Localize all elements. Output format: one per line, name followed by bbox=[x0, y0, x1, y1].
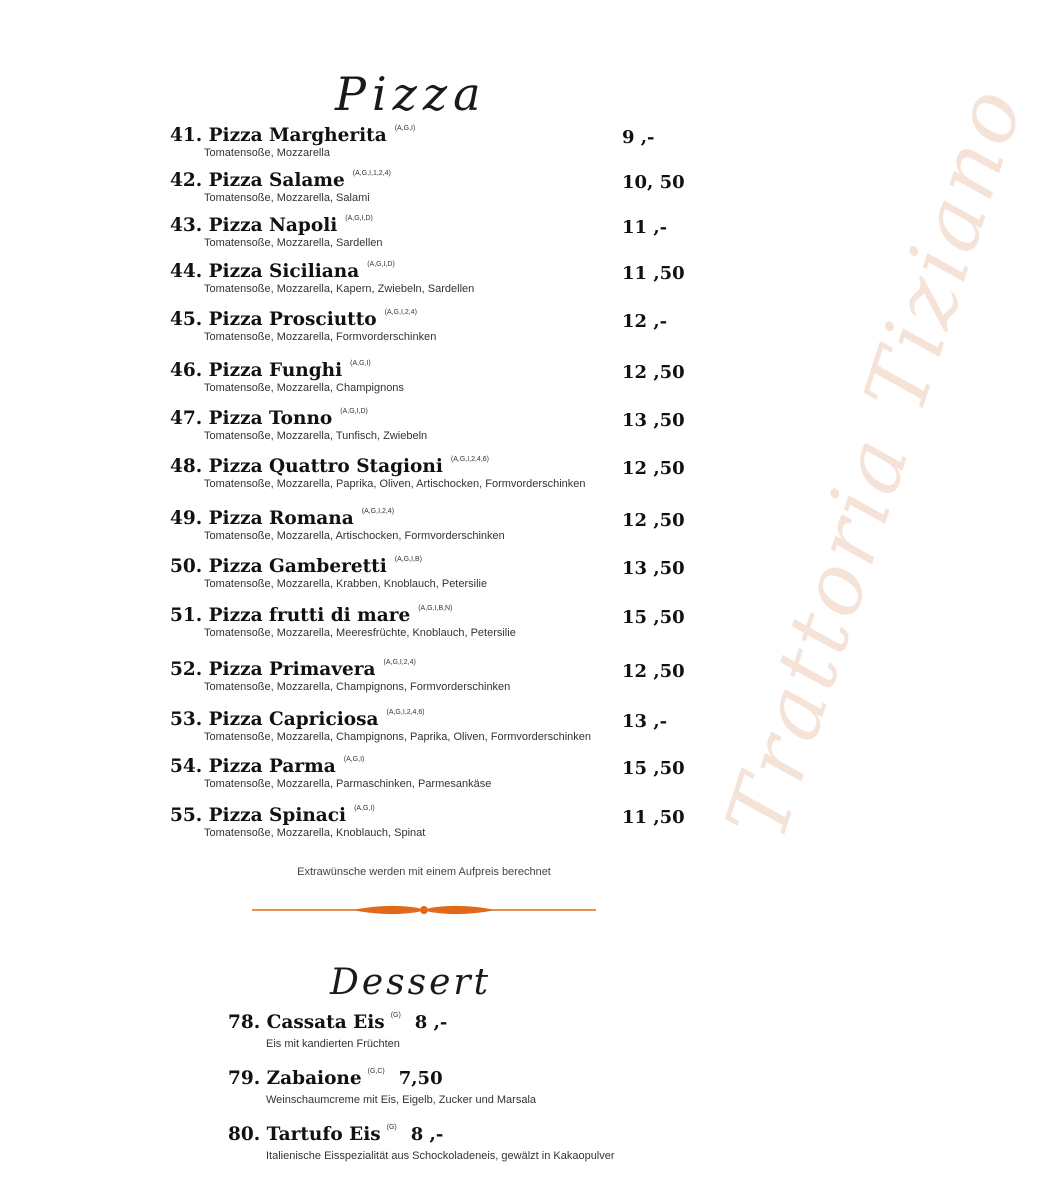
pizza-item-name bbox=[170, 756, 364, 777]
pizza-item bbox=[0, 556, 848, 602]
pizza-item-description: Tomatensoße, Mozzarella, Salami bbox=[204, 192, 370, 204]
pizza-item-description: Tomatensoße, Mozzarella, Kapern, Zwiebeln, Sardellen bbox=[204, 283, 475, 295]
dessert-item-number: 79. bbox=[228, 1068, 261, 1089]
allergen-codes: (A,G,I,D) bbox=[367, 261, 395, 268]
pizza-item-name bbox=[170, 659, 416, 680]
pizza-item bbox=[0, 605, 848, 651]
pizza-item-title: Pizza Spinaci bbox=[208, 805, 347, 826]
pizza-item-number: 44. bbox=[170, 261, 203, 282]
pizza-item-name bbox=[170, 456, 489, 477]
pizza-item-price: 15 ,50 bbox=[622, 607, 685, 628]
pizza-item-title: Pizza Siciliana bbox=[208, 261, 360, 282]
dessert-item-price: 7,50 bbox=[398, 1068, 443, 1089]
pizza-item-number: 51. bbox=[170, 605, 203, 626]
allergen-codes: (A,G,I,2,4) bbox=[383, 659, 416, 666]
pizza-item-number: 53. bbox=[170, 709, 203, 730]
dessert-item-name bbox=[228, 1012, 447, 1033]
allergen-codes: (A,G,I) bbox=[394, 125, 416, 132]
allergen-codes: (G,C) bbox=[367, 1068, 385, 1075]
pizza-item bbox=[0, 408, 848, 454]
pizza-item-description: Tomatensoße, Mozzarella, Krabben, Knoblauch, Petersilie bbox=[204, 578, 488, 590]
pizza-item-name bbox=[170, 605, 452, 626]
pizza-item-price: 11 ,50 bbox=[622, 807, 685, 828]
pizza-item-name bbox=[170, 170, 391, 191]
pizza-item bbox=[0, 805, 848, 851]
pizza-item-description: Tomatensoße, Mozzarella bbox=[204, 147, 330, 159]
pizza-item-title: Pizza Funghi bbox=[208, 360, 343, 381]
pizza-item bbox=[0, 709, 848, 755]
dessert-item-number: 80. bbox=[228, 1124, 261, 1145]
allergen-codes: (A,G,I) bbox=[354, 805, 375, 812]
pizza-item-title: Pizza Salame bbox=[208, 170, 345, 191]
dessert-item-description: Italienische Eisspezialität aus Schockoladeneis, gewälzt in Kakaopulver bbox=[266, 1150, 615, 1162]
pizza-item-description: Tomatensoße, Mozzarella, Meeresfrüchte, Knoblauch, Petersilie bbox=[204, 627, 516, 639]
extras-note: Extrawünsche werden mit einem Aufpreis berechnet bbox=[297, 866, 551, 878]
pizza-item-name bbox=[170, 408, 368, 429]
allergen-codes: (G) bbox=[390, 1012, 401, 1019]
dessert-item-price: 8 ,- bbox=[410, 1124, 444, 1145]
pizza-item-description: Tomatensoße, Mozzarella, Champignons bbox=[204, 382, 404, 394]
pizza-item-price: 12 ,- bbox=[622, 311, 668, 332]
pizza-item-number: 47. bbox=[170, 408, 203, 429]
pizza-item-title: Pizza Margherita bbox=[208, 125, 387, 146]
allergen-codes: (A,G,I,D) bbox=[340, 408, 368, 415]
pizza-item-number: 48. bbox=[170, 456, 203, 477]
dessert-item-price: 8 ,- bbox=[414, 1012, 448, 1033]
pizza-item-name bbox=[170, 805, 375, 826]
pizza-item-number: 43. bbox=[170, 215, 203, 236]
pizza-item-price: 9 ,- bbox=[622, 127, 655, 148]
allergen-codes: (A,G,I,2,4) bbox=[384, 309, 417, 316]
pizza-item-number: 41. bbox=[170, 125, 203, 146]
allergen-codes: (A,G,I,B) bbox=[394, 556, 422, 563]
pizza-item-title: Pizza Quattro Stagioni bbox=[208, 456, 443, 477]
allergen-codes: (A,G,I,2,4) bbox=[361, 508, 395, 515]
ornamental-divider bbox=[252, 900, 596, 920]
pizza-item bbox=[0, 215, 848, 261]
pizza-item-description: Tomatensoße, Mozzarella, Formvorderschinken bbox=[204, 331, 437, 343]
pizza-item-name bbox=[170, 508, 394, 529]
dessert-item-title: Zabaione bbox=[266, 1068, 362, 1089]
pizza-item bbox=[0, 456, 848, 502]
pizza-item-title: Pizza Romana bbox=[208, 508, 354, 529]
pizza-item-price: 12 ,50 bbox=[622, 510, 685, 531]
allergen-codes: (A,G,I,D) bbox=[345, 215, 373, 222]
pizza-item-number: 55. bbox=[170, 805, 203, 826]
pizza-item bbox=[0, 508, 848, 554]
pizza-item-number: 50. bbox=[170, 556, 203, 577]
allergen-codes: (G) bbox=[386, 1124, 397, 1131]
pizza-item-name bbox=[170, 360, 371, 381]
pizza-item-description: Tomatensoße, Mozzarella, Champignons, Formvorderschinken bbox=[204, 681, 511, 693]
pizza-item-price: 13 ,- bbox=[622, 711, 668, 732]
pizza-item-number: 42. bbox=[170, 170, 203, 191]
pizza-item-name bbox=[170, 309, 417, 330]
pizza-item-price: 15 ,50 bbox=[622, 758, 685, 779]
pizza-item-title: Pizza Primavera bbox=[208, 659, 376, 680]
pizza-item-description: Tomatensoße, Mozzarella, Sardellen bbox=[204, 237, 383, 249]
allergen-codes: (A,G,I) bbox=[343, 756, 365, 763]
pizza-item bbox=[0, 309, 848, 355]
allergen-codes: (A,G,I,B,N) bbox=[418, 605, 453, 612]
pizza-item-title: Pizza Tonno bbox=[208, 408, 333, 429]
pizza-item-description: Tomatensoße, Mozzarella, Parmaschinken, Parmesankäse bbox=[204, 778, 492, 790]
pizza-item-title: Pizza Capriciosa bbox=[208, 709, 379, 730]
pizza-item-number: 46. bbox=[170, 360, 203, 381]
dessert-section-title: Dessert bbox=[330, 962, 492, 1004]
pizza-item-price: 10, 50 bbox=[622, 172, 685, 193]
pizza-section-title: Pizza bbox=[335, 66, 487, 121]
pizza-item-title: Pizza Parma bbox=[208, 756, 336, 777]
pizza-item bbox=[0, 360, 848, 406]
pizza-item-price: 12 ,50 bbox=[622, 458, 685, 479]
dessert-item-description: Eis mit kandierten Früchten bbox=[266, 1038, 400, 1050]
pizza-item-number: 54. bbox=[170, 756, 203, 777]
pizza-item-name bbox=[170, 125, 415, 146]
dessert-item-description: Weinschaumcreme mit Eis, Eigelb, Zucker und Marsala bbox=[266, 1094, 537, 1106]
pizza-item-title: Pizza Gamberetti bbox=[208, 556, 387, 577]
pizza-item-price: 11 ,50 bbox=[622, 263, 685, 284]
allergen-codes: (A,G,I,2,4,6) bbox=[386, 709, 425, 716]
pizza-item-title: Pizza Napoli bbox=[208, 215, 338, 236]
dessert-item-title: Cassata Eis bbox=[266, 1012, 385, 1033]
pizza-item-name bbox=[170, 215, 373, 236]
dessert-item-title: Tartufo Eis bbox=[266, 1124, 381, 1145]
pizza-item bbox=[0, 261, 848, 307]
pizza-item-number: 49. bbox=[170, 508, 203, 529]
pizza-item bbox=[0, 756, 848, 802]
allergen-codes: (A,G,I,1,2,4) bbox=[352, 170, 391, 177]
pizza-item-description: Tomatensoße, Mozzarella, Tunfisch, Zwiebeln bbox=[204, 430, 428, 442]
pizza-item-name bbox=[170, 556, 422, 577]
dessert-item bbox=[0, 1068, 848, 1118]
pizza-item-description: Tomatensoße, Mozzarella, Artischocken, Formvorderschinken bbox=[204, 530, 505, 542]
pizza-item-description: Tomatensoße, Mozzarella, Champignons, Paprika, Oliven, Formvorderschinken bbox=[204, 731, 591, 743]
pizza-item-title: Pizza frutti di mare bbox=[208, 605, 411, 626]
pizza-item-price: 13 ,50 bbox=[622, 410, 685, 431]
pizza-item-description: Tomatensoße, Mozzarella, Knoblauch, Spinat bbox=[204, 827, 426, 839]
dessert-item bbox=[0, 1012, 848, 1062]
pizza-item-description: Tomatensoße, Mozzarella, Paprika, Oliven, Artischocken, Formvorderschinken bbox=[204, 478, 586, 490]
pizza-item-price: 12 ,50 bbox=[622, 362, 685, 383]
pizza-item-title: Pizza Prosciutto bbox=[208, 309, 377, 330]
pizza-item bbox=[0, 659, 848, 705]
pizza-item-name bbox=[170, 709, 425, 730]
pizza-item bbox=[0, 125, 848, 171]
dessert-item-name bbox=[228, 1124, 443, 1145]
allergen-codes: (A,G,I) bbox=[350, 360, 371, 367]
pizza-item-price: 11 ,- bbox=[622, 217, 668, 238]
pizza-item-number: 45. bbox=[170, 309, 203, 330]
allergen-codes: (A,G,I,2,4,6) bbox=[450, 456, 489, 463]
dessert-item-name bbox=[228, 1068, 443, 1089]
dessert-item-number: 78. bbox=[228, 1012, 261, 1033]
watermark-text: Trattoria Tiziano bbox=[706, 73, 1043, 851]
pizza-item-name bbox=[170, 261, 395, 282]
pizza-item-number: 52. bbox=[170, 659, 203, 680]
pizza-item-price: 12 ,50 bbox=[622, 661, 685, 682]
dessert-item bbox=[0, 1124, 848, 1174]
pizza-item-price: 13 ,50 bbox=[622, 558, 685, 579]
pizza-item bbox=[0, 170, 848, 216]
